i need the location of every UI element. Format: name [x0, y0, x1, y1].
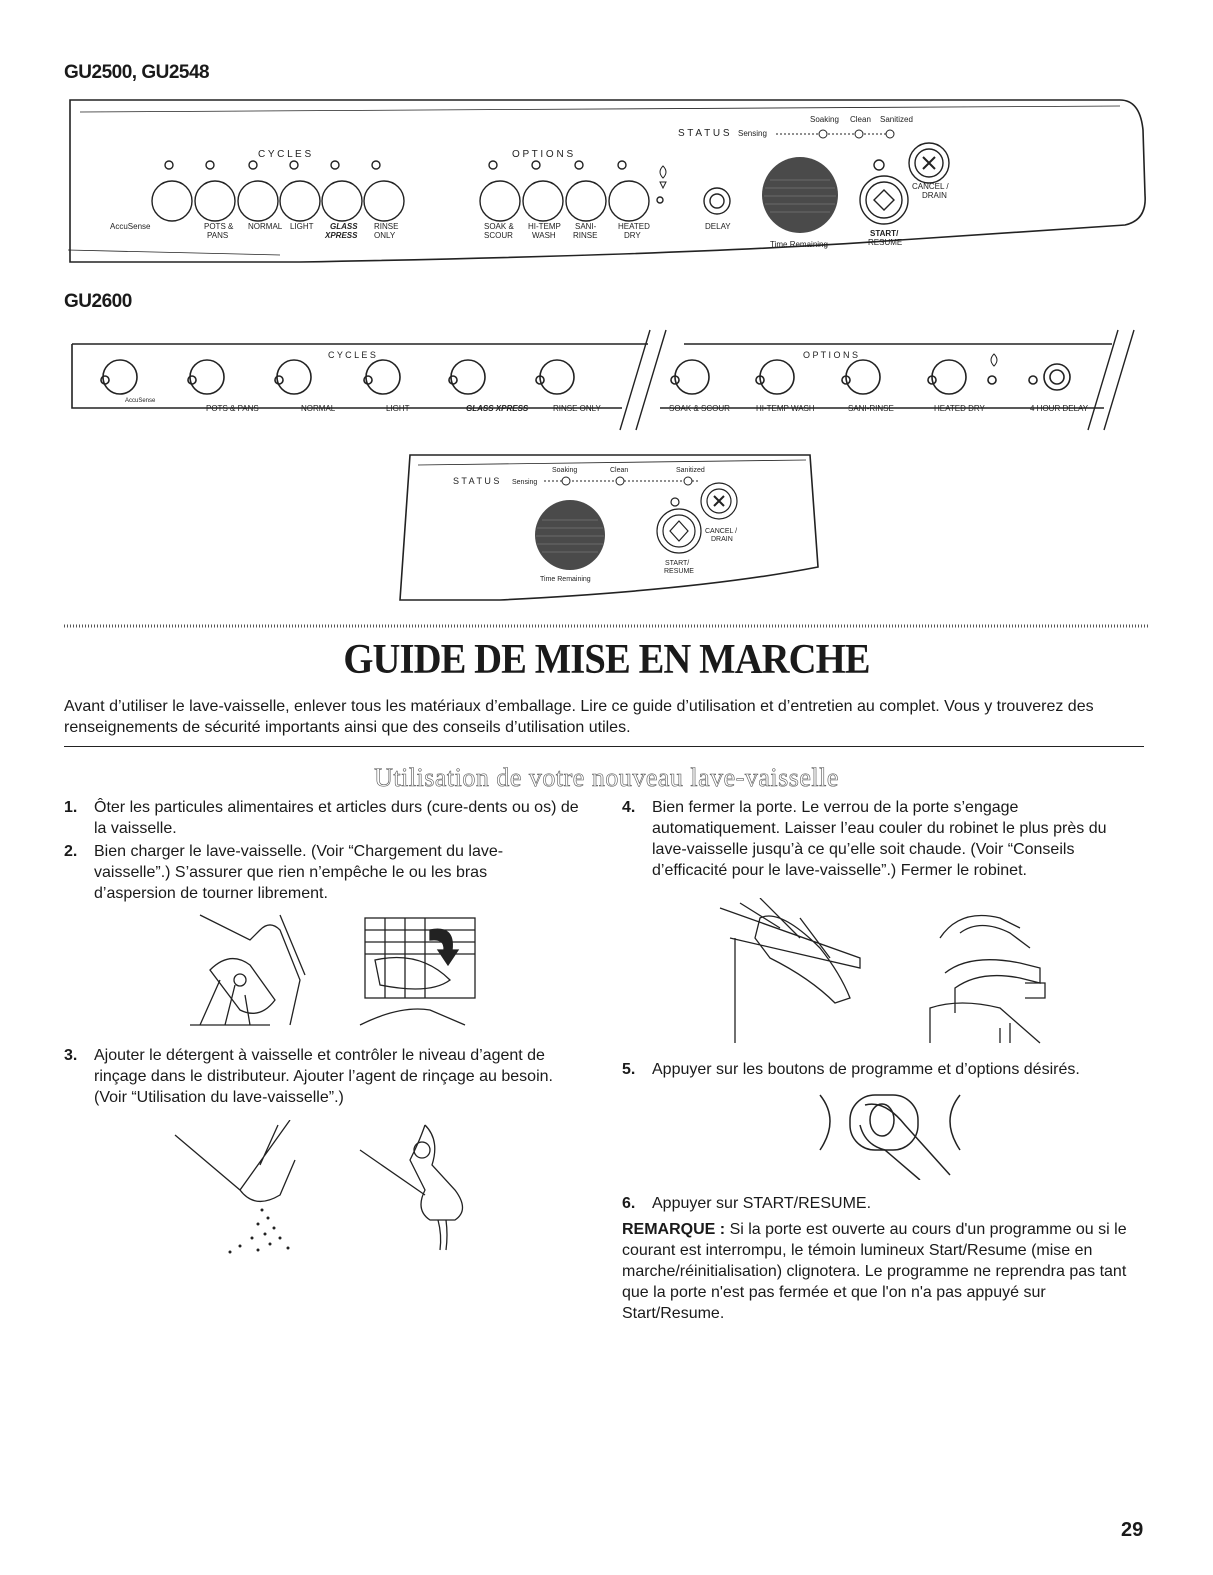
page-number: 29 [1121, 1519, 1144, 1541]
note-paragraph [622, 1219, 1142, 1324]
svg-text:POTS &: POTS & [204, 222, 234, 231]
panel1-accusense: AccuSense [110, 222, 151, 231]
panel3-status-sensing: Sensing [512, 479, 538, 486]
panel1-status-clean: Clean [850, 115, 871, 124]
svg-text:LIGHT: LIGHT [386, 404, 410, 413]
panel1-cancel-label: CANCEL / [912, 182, 949, 191]
svg-text:RINSE: RINSE [573, 231, 598, 240]
svg-text:NORMAL: NORMAL [301, 404, 336, 413]
panel1-cycles-label: C Y C L E S [258, 149, 312, 160]
panel1-time-remaining: Time Remaining [770, 240, 828, 249]
panel1-button-labels [204, 222, 650, 240]
svg-text:HI-TEMP WASH: HI-TEMP WASH [756, 404, 815, 413]
svg-text:RINSE ONLY: RINSE ONLY [553, 404, 601, 413]
panel-gu2600 [72, 330, 1134, 430]
model-heading-gu2500: GU2500, GU2548 [64, 62, 210, 83]
svg-text:NORMAL: NORMAL [248, 222, 283, 231]
note-label: REMARQUE : [622, 1221, 726, 1238]
svg-text:GLASS XPRESS: GLASS XPRESS [466, 404, 529, 413]
section-heading: Utilisation de votre nouveau lave-vaisselle [374, 763, 839, 792]
svg-text:SOAK & SCOUR: SOAK & SCOUR [669, 404, 730, 413]
svg-text:HEATED: HEATED [618, 222, 650, 231]
panel1-status-label: S T A T U S [678, 128, 730, 139]
panel2-options-label: O P T I O N S [803, 350, 859, 360]
svg-text:LIGHT: LIGHT [290, 222, 314, 231]
page-title: GUIDE DE MISE EN MARCHE [343, 637, 870, 683]
panel1-drain-label: DRAIN [922, 191, 947, 200]
panel3-status-soaking: Soaking [552, 467, 578, 474]
svg-text:WASH: WASH [532, 231, 556, 240]
door-and-faucet-illustration [700, 898, 1100, 1048]
panel1-options-label: O P T I O N S [512, 149, 574, 160]
press-button-illustration [810, 1090, 970, 1180]
panel3-cancel-label: CANCEL / [705, 528, 738, 535]
panel1-resume-label: RESUME [868, 238, 903, 247]
svg-text:POTS & PANS: POTS & PANS [206, 404, 259, 413]
svg-text:4 HOUR DELAY: 4 HOUR DELAY [1030, 404, 1089, 413]
svg-text:GLASS: GLASS [330, 222, 358, 231]
note-text: Si la porte est ouverte au cours d'un programme ou si le courant est interrompu, le témoin lumineux Start/Resume (mise en marche/réinitialisation) clignotera. Le programme ne reprendra pas tant que la porte n'est pas fermée et que l'on n'a pas appuyé sur Start/Resume. [622, 1221, 1127, 1322]
section-rule [64, 746, 1144, 747]
panel1-delay-label: DELAY [705, 222, 731, 231]
model-heading-gu2600: GU2600 [64, 291, 132, 312]
svg-text:DRY: DRY [624, 231, 641, 240]
panel3-drain-label: DRAIN [711, 536, 733, 543]
panel1-time-display [762, 157, 838, 233]
panel3-status-label: S T A T U S [453, 476, 500, 486]
svg-text:SCOUR: SCOUR [484, 231, 513, 240]
panel3-time-display [535, 500, 605, 570]
panel3-time-remaining: Time Remaining [540, 576, 591, 583]
panel3-status-sanitized: Sanitized [676, 467, 705, 474]
loading-dishes-illustration [190, 910, 490, 1035]
svg-text:HEATED DRY: HEATED DRY [934, 404, 985, 413]
svg-text:HI-TEMP: HI-TEMP [528, 222, 561, 231]
svg-text:RINSE: RINSE [374, 222, 399, 231]
control-panel-illustrations [0, 0, 1213, 640]
svg-text:PANS: PANS [207, 231, 229, 240]
panel3-start-label: START/ [665, 560, 690, 567]
intro-paragraph: Avant d’utiliser le lave-vaisselle, enlever tous les matériaux d’emballage. Lire ce guide d’utilisation et d’entretien au complet. Vous y trouverez des renseignements de sécurité importants ainsi que des conseils d’utilisation utiles. [64, 698, 1094, 736]
detergent-illustration [170, 1120, 500, 1260]
svg-text:SOAK &: SOAK & [484, 222, 514, 231]
panel1-status-sensing: Sensing [738, 129, 767, 138]
panel2-cycles-label: C Y C L E S [328, 350, 376, 360]
svg-text:XPRESS: XPRESS [325, 231, 358, 240]
panel1-start-label: START/ [870, 229, 899, 238]
panel3-status-clean: Clean [610, 467, 629, 474]
panel2-accusense: AccuSense [125, 398, 156, 404]
panel3-resume-label: RESUME [664, 568, 694, 575]
panel1-status-sanitized: Sanitized [880, 115, 913, 124]
panel-gu2500 [68, 100, 1145, 262]
svg-text:ONLY: ONLY [374, 231, 396, 240]
svg-text:SANI-: SANI- [575, 222, 597, 231]
svg-text:SANI-RINSE: SANI-RINSE [848, 404, 894, 413]
panel1-status-soaking: Soaking [810, 115, 839, 124]
